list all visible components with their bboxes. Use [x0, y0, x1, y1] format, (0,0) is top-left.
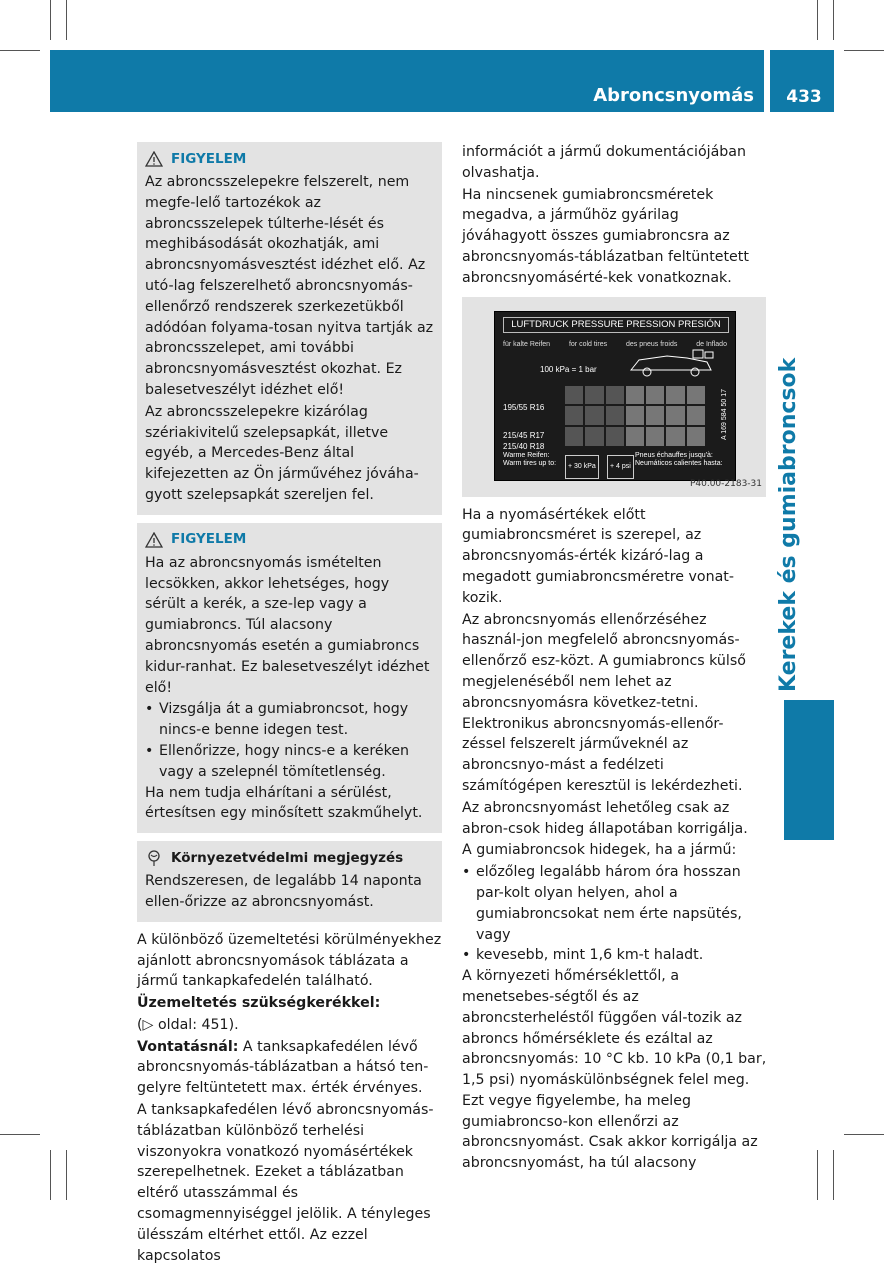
part-number: A 169 584 50 17 — [721, 388, 728, 440]
grid-cell — [666, 427, 684, 446]
warning-title: FIGYELEM — [171, 531, 247, 548]
warning-heading — [145, 529, 434, 551]
grid-cell — [687, 427, 705, 446]
crop-mark — [817, 1150, 818, 1200]
crop-mark — [833, 1150, 834, 1200]
grid-cell — [606, 427, 624, 446]
pressure-grid — [565, 386, 705, 446]
environment-note-text: Rendszeresen, de legalább 14 naponta ellen-őrizze az abroncsnyomást. — [145, 873, 422, 910]
unit-conversion: 100 kPa = 1 bar — [540, 364, 597, 374]
grid-cell — [565, 427, 583, 446]
grid-cell — [565, 386, 583, 405]
warning-text: Az abroncsszelepekre kizárólag szériakivitelű szelepsapkát, illetve egyéb, a Mercedes-Benz által kifejezetten az Ön járművéhez jóváha-gyott szelepsapkát szereljen fel. — [145, 403, 419, 503]
subheading: Üzemeltetés szükségkerékkel: — [137, 995, 381, 1012]
tire-size: 195/55 R16 — [503, 402, 545, 412]
grid-cell — [687, 406, 705, 425]
crop-mark — [0, 1134, 40, 1135]
grid-cell — [626, 427, 644, 446]
crop-mark — [844, 50, 884, 51]
warning-text: Az abroncsszelepekre felszerelt, nem megfe-lelő tartozékok az abroncsszelepek túlterhe-lését és meghibásodását okozhatják, ami abroncsnyomásvesztést idézhet elő. Az utó-lag felszerelhető abroncsnyomás-ellenőrző rendszerek szerkezetükből adódóan folyama-tosan nyitva tartják az abroncsszelepet, ami további abroncsnyomásvesztést okozhat. Ez balesetveszélyt idézhet elő! — [145, 174, 434, 398]
crop-mark — [844, 1134, 884, 1135]
leaf-icon — [145, 850, 163, 866]
warm-tires-label — [635, 452, 723, 468]
warm-tires-text: Warm tires up to: — [503, 459, 557, 467]
body-paragraph: A tanksapkafedélen lévő abroncsnyomás-táblázatban különböző terhelési viszonyokra vonatkozó nyomásértékek szerepelhetnek. Ezeket a táblázatban eltérő utasszámmal és csomagmennyiséggel jelölik. A tényleges ülésszám eltérhet ettől. Az ezzel kapcsolatos — [137, 1102, 434, 1264]
body-text: A tanksapkafedélen lévő abroncsnyomás-táblázatban a hátsó ten-gelyre feltüntetett max. érték érvényes. — [137, 1038, 429, 1097]
grid-cell — [646, 406, 664, 425]
body-paragraph — [137, 1037, 442, 1099]
crop-mark — [66, 0, 67, 40]
inline-heading: Vontatásnál: — [137, 1038, 239, 1055]
crop-mark — [833, 0, 834, 40]
grid-cell — [646, 386, 664, 405]
grid-cell — [687, 386, 705, 405]
warning-text: Ha az abroncsnyomás ismételten lecsökken, akkor lehetséges, hogy sérült a kerék, a sze-lep vagy a gumiabroncs. Túl alacsony abroncsnyomás esetén a gumiabroncs kidur-ranhat. Ez balesetveszélyt idézhet elő! — [145, 554, 430, 696]
list-item-text: Ellenőrizze, hogy nincs-e a keréken vagy a szelepnél tömítetlenség. — [159, 742, 410, 780]
tire-pressure-label-figure — [462, 297, 766, 497]
list-item: • előzőleg legalább három óra hosszan par-kolt olyan helyen, ahol a gumiabroncsokat nem érte napsütés, vagy — [462, 862, 767, 945]
page-reference[interactable]: (▷ oldal: 451). — [137, 1016, 239, 1033]
grid-cell — [585, 427, 603, 446]
right-column — [462, 142, 767, 1175]
warning-heading — [145, 148, 434, 170]
body-paragraph: Az abroncsnyomást lehetőleg csak az abron-csok hideg állapotában korrigálja. — [462, 799, 748, 837]
crop-mark — [66, 1150, 67, 1200]
tire-pressure-label — [494, 311, 736, 481]
warning-box — [137, 142, 442, 515]
grid-cell — [585, 386, 603, 405]
header-bar — [50, 50, 764, 112]
environment-note-heading — [145, 847, 434, 869]
grid-cell — [606, 386, 624, 405]
label-subtext: für kalte Reifen — [503, 340, 551, 348]
warm-adjustment-kpa: + 30 kPa — [565, 455, 599, 480]
grid-cell — [585, 406, 603, 425]
body-paragraph: A gumiabroncsok hidegek, ha a jármű: — [462, 842, 737, 859]
tire-size: 215/40 R18 — [503, 441, 545, 451]
left-column — [137, 142, 442, 1267]
label-subtext: de Inflado — [696, 340, 727, 348]
warm-tires-text: Neumáticos calientes hasta: — [635, 459, 723, 467]
chapter-label: Kerekek és gumiabroncsok — [776, 357, 801, 692]
list-item: • Ellenőrizze, hogy nincs-e a keréken vagy a szelepnél tömítetlenség. — [145, 741, 434, 783]
crop-mark — [817, 0, 818, 40]
car-load-icon — [627, 348, 717, 378]
chapter-tab — [784, 700, 834, 840]
label-subtext: des pneus froids — [625, 340, 678, 348]
label-subtext: for cold tires — [568, 340, 608, 348]
grid-cell — [626, 406, 644, 425]
warm-tires-text: Pneus échauffes jusqu'à: — [635, 451, 713, 459]
grid-cell — [565, 406, 583, 425]
warning-box — [137, 523, 442, 833]
warm-tires-label — [503, 452, 556, 468]
body-paragraph: Az abroncsnyomás ellenőrzéséhez használ-jon megfelelő abroncsnyomás-ellenőrző esz-közt. A gumiabroncs külső megjelenéséből nem lehet az abroncsnyomásra következ-tetni. Elektronikus abroncsnyomás-ellenőr-zéssel felszerelt járműveknél az abroncsnyo-mást a fedélzeti számítógépen keresztül is lekérdezheti. — [462, 611, 746, 794]
list-item-text: kevesebb, mint 1,6 km-t haladt. — [476, 947, 704, 964]
warning-title: FIGYELEM — [171, 150, 247, 167]
section-title: Abroncsnyomás — [593, 85, 754, 106]
list-item-text: előzőleg legalább három óra hosszan par-kolt olyan helyen, ahol a gumiabroncsokat nem érte napsütés, vagy — [476, 864, 742, 943]
warm-adjustment-psi: + 4 psi — [607, 455, 634, 480]
environment-note-title: Környezetvédelmi megjegyzés — [171, 849, 404, 866]
list-item: • Vizsgálja át a gumiabroncsot, hogy nincs-e benne idegen test. — [145, 699, 434, 741]
list-item-text: Vizsgálja át a gumiabroncsot, hogy nincs-e benne idegen test. — [159, 701, 409, 739]
warning-icon — [145, 532, 163, 548]
crop-mark — [0, 50, 40, 51]
warning-text: Ha nem tudja elhárítani a sérülést, értesítsen egy minősített szakműhelyt. — [145, 784, 423, 822]
environment-note-box — [137, 841, 442, 922]
figure-id: P40.00-2183-31 — [689, 478, 762, 489]
grid-cell — [606, 406, 624, 425]
crop-mark — [50, 1150, 51, 1200]
crop-mark — [50, 0, 51, 40]
grid-cell — [646, 427, 664, 446]
label-heading: LUFTDRUCK PRESSURE PRESSION PRESIÓN — [503, 317, 729, 333]
body-paragraph: információt a jármű dokumentációjában olvashatja. — [462, 144, 746, 181]
page-number: 433 — [786, 87, 822, 107]
warm-tires-text: Warme Reifen: — [503, 451, 550, 459]
body-paragraph: A környezeti hőmérséklettől, a menetsebes-ségtől és az abroncsterheléstől függően vál-tozik az abroncs hőmérséklete és ezáltal az abroncsnyomás: 10 °C kb. 10 kPa (0,1 bar, 1,5 psi) nyomáskülönbségnek felel meg. Ezt vegye figyelembe, ha meleg gumiabroncso-kon ellenőrzi az abroncsnyomást. Csak akkor korrigálja az abroncsnyomást, ha túl alacsony — [462, 968, 767, 1172]
grid-cell — [626, 386, 644, 405]
body-paragraph: Ha nincsenek gumiabroncsméretek megadva, a járműhöz gyárilag jóváhagyott összes gumiabroncsra az abroncsnyomás-táblázatban feltüntetett abroncsnyomásérté-kek vonatkoznak. — [462, 186, 749, 286]
warning-icon — [145, 151, 163, 167]
tire-size: 215/45 R17 — [503, 430, 545, 440]
grid-cell — [666, 406, 684, 425]
body-paragraph: A különböző üzemeltetési körülményekhez ajánlott abroncsnyomások táblázata a jármű tankapkafedelén található. — [137, 931, 442, 990]
body-paragraph: Ha a nyomásértékek előtt gumiabroncsméret is szerepel, az abroncsnyomás-érték kizáró-lag a megadott gumiabroncsméretre vonat-kozik. — [462, 506, 734, 606]
list-item: • kevesebb, mint 1,6 km-t haladt. — [462, 945, 767, 966]
grid-cell — [666, 386, 684, 405]
